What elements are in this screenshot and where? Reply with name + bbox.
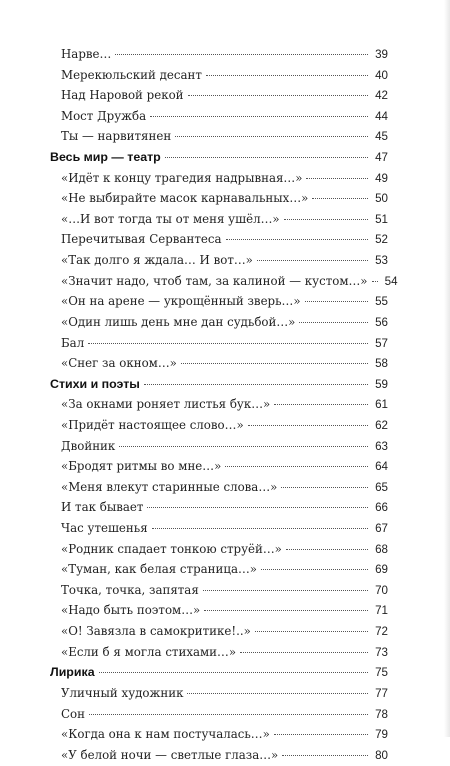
toc-page-number: 73: [375, 645, 388, 659]
dot-leader: [115, 54, 368, 55]
dot-leader: [181, 363, 368, 364]
toc-entry: [50, 291, 388, 312]
dot-leader: [89, 714, 368, 715]
toc-entry-title: Стихи и поэты: [50, 376, 140, 391]
dot-leader: [204, 610, 368, 611]
toc-page-number: 51: [375, 212, 388, 226]
toc-entry-title: «Один лишь день мне дан судьбой…»: [61, 314, 296, 329]
toc-entry-title: «Придёт настоящее слово…»: [61, 417, 244, 432]
dot-leader: [188, 95, 368, 96]
toc-entry-title: «Значит надо, чтоб там, за калиной — кустом…»: [61, 273, 368, 288]
toc-entry: [50, 724, 388, 745]
toc-entry-title: Сон: [61, 706, 85, 721]
toc-page-number: 79: [375, 728, 388, 742]
toc-entry: [50, 559, 388, 580]
dot-leader: [274, 404, 368, 405]
toc-page-number: 39: [375, 48, 388, 61]
toc-entry-title: И так бывает: [61, 500, 144, 515]
toc-entry: [50, 353, 388, 374]
dot-leader: [165, 157, 368, 158]
dot-leader: [282, 755, 368, 756]
toc-entry-title: «О! Завязла в самокритике!..»: [61, 624, 251, 639]
toc-page-number: 53: [375, 254, 388, 268]
toc-entry: [50, 65, 388, 86]
table-of-contents: [50, 44, 398, 765]
toc-entry-title: «Бродят ритмы во мне…»: [61, 459, 222, 474]
dot-leader: [372, 281, 378, 282]
toc-entry: [50, 704, 388, 725]
toc-page-number: 44: [375, 109, 388, 123]
dot-leader: [286, 549, 368, 550]
toc-entry-title: Час утешенья: [61, 521, 148, 536]
toc-entry: [50, 209, 388, 230]
dot-leader: [206, 75, 368, 76]
toc-entry-title: Весь мир — театр: [50, 150, 161, 165]
toc-page-number: 62: [375, 418, 388, 432]
toc-entry: [50, 683, 388, 704]
toc-entry: [50, 229, 388, 250]
dot-leader: [88, 343, 368, 344]
dot-leader: [306, 178, 368, 179]
toc-page-number: 55: [375, 295, 388, 309]
toc-entry-title: «Надо быть поэтом…»: [61, 603, 201, 618]
dot-leader: [257, 260, 368, 261]
toc-page-number: 50: [375, 192, 388, 206]
toc-page-number: 71: [375, 604, 388, 618]
toc-page-number: 56: [375, 315, 388, 329]
dot-leader: [187, 693, 368, 694]
dot-leader: [147, 507, 368, 508]
toc-page-number: 78: [375, 707, 388, 721]
toc-entry: [50, 436, 388, 457]
dot-leader: [203, 590, 368, 591]
toc-entry: [50, 250, 388, 271]
toc-page-number: 66: [375, 501, 388, 515]
dot-leader: [255, 631, 368, 632]
toc-page-number: 77: [375, 686, 388, 700]
dot-leader: [225, 466, 368, 467]
toc-entry: [50, 477, 388, 498]
toc-page-number: 58: [375, 357, 388, 371]
toc-page-number: 52: [375, 233, 388, 247]
toc-page-number: 75: [375, 666, 388, 680]
toc-section-heading: [50, 662, 388, 683]
toc-entry: [50, 518, 388, 539]
toc-entry-title: «Родник спадает тонкою струёй…»: [61, 541, 282, 556]
toc-entry: [50, 168, 388, 189]
toc-entry-title: «Когда она к нам постучалась…»: [61, 727, 270, 742]
dot-leader: [240, 652, 368, 653]
toc-entry: [50, 745, 388, 766]
dot-leader: [305, 301, 368, 302]
toc-entry-title: «…И вот тогда ты от меня ушёл…»: [61, 211, 280, 226]
toc-section-heading: [50, 147, 388, 168]
toc-entry-title: «Идёт к концу трагедия надрывная…»: [61, 170, 303, 185]
toc-page-number: 61: [375, 398, 388, 412]
toc-entry: [50, 642, 388, 663]
toc-page-number: 59: [375, 377, 388, 391]
toc-entry-title: Бал: [61, 335, 85, 350]
toc-entry-title: «Снег за окном…»: [61, 356, 177, 371]
toc-page-number: 47: [375, 151, 388, 165]
toc-entry-title: Двойник: [61, 438, 116, 453]
toc-page-number: 57: [375, 336, 388, 350]
dot-leader: [119, 446, 368, 447]
dot-leader: [248, 425, 368, 426]
toc-page-number: 80: [375, 748, 388, 762]
dot-leader: [261, 569, 368, 570]
toc-entry-title: Ты — нарвитянен: [61, 129, 172, 144]
toc-entry: [50, 126, 388, 147]
toc-entry-title: «Так долго я ждала… И вот…»: [61, 253, 253, 268]
toc-entry: [50, 85, 388, 106]
toc-entry: [50, 333, 388, 354]
toc-entry: [50, 312, 388, 333]
toc-page-number: 40: [375, 68, 388, 82]
toc-entry: [50, 497, 388, 518]
toc-page-number: 45: [375, 130, 388, 144]
toc-entry: [50, 106, 388, 127]
toc-page-number: 67: [375, 522, 388, 536]
toc-entry-title: Мерекюльский десант: [61, 67, 202, 82]
toc-page-number: 68: [375, 542, 388, 556]
dot-leader: [299, 322, 368, 323]
toc-page-number: 72: [375, 625, 388, 639]
toc-page-number: 65: [375, 480, 388, 494]
dot-leader: [226, 239, 369, 240]
toc-entry-title: Мост Дружба: [61, 108, 147, 123]
toc-entry-title: Лирика: [50, 665, 95, 680]
toc-entry: [50, 188, 388, 209]
dot-leader: [312, 198, 368, 199]
toc-entry: [50, 271, 398, 292]
toc-page-number: 70: [375, 583, 388, 597]
page-edge-shadow: [444, 0, 450, 737]
toc-entry-title: «У белой ночи — светлые глаза…»: [61, 747, 279, 762]
toc-page-number: 42: [375, 89, 388, 103]
dot-leader: [150, 116, 368, 117]
toc-entry: [50, 394, 388, 415]
toc-entry: [50, 580, 388, 601]
toc-entry-title: «Туман, как белая страница…»: [61, 562, 258, 577]
toc-entry-title: «Если б я могла стихами…»: [61, 644, 237, 659]
dot-leader: [152, 528, 368, 529]
toc-entry: [50, 539, 388, 560]
dot-leader: [175, 136, 368, 137]
dot-leader: [281, 487, 368, 488]
toc-entry-title: Точка, точка, запятая: [61, 582, 199, 597]
toc-page-number: 64: [375, 460, 388, 474]
toc-page-number: 63: [375, 439, 388, 453]
toc-entry-title: «Меня влекут старинные слова…»: [61, 479, 278, 494]
toc-entry-title: «Он на арене — укрощённый зверь…»: [61, 294, 301, 309]
toc-entry-title: Уличный художник: [61, 685, 184, 700]
toc-page-number: 69: [375, 563, 388, 577]
toc-page-number: 49: [375, 171, 388, 185]
toc-entry: [50, 415, 388, 436]
toc-entry-title: Нарве…: [61, 47, 112, 61]
dot-leader: [99, 672, 368, 673]
dot-leader: [274, 734, 368, 735]
toc-entry-title: Над Наровой рекой: [61, 88, 184, 103]
dot-leader: [144, 384, 368, 385]
toc-entry-title: «Не выбирайте масок карнавальных…»: [61, 191, 309, 206]
toc-section-heading: [50, 374, 388, 395]
toc-page-number: 54: [384, 274, 398, 288]
toc-entry: [50, 44, 388, 65]
toc-entry: [50, 621, 388, 642]
toc-entry: [50, 600, 388, 621]
dot-leader: [284, 219, 368, 220]
toc-entry-title: Перечитывая Сервантеса: [61, 232, 222, 247]
toc-entry: [50, 456, 388, 477]
toc-entry-title: «За окнами роняет листья бук…»: [61, 397, 271, 412]
